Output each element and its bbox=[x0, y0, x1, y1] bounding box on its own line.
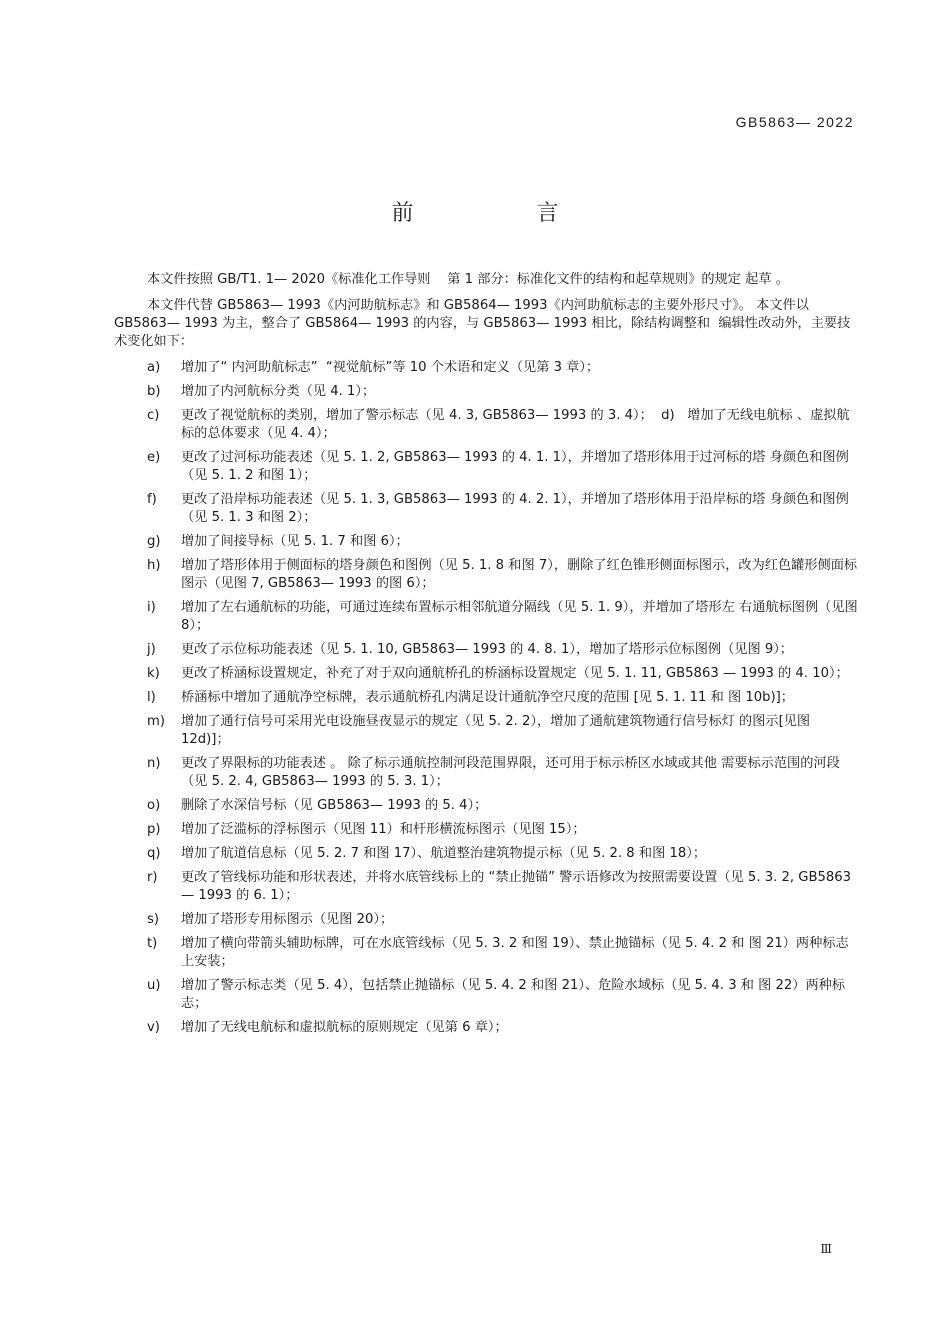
list-item bbox=[114, 533, 858, 551]
list-item-text: 增加了航道信息标（见 5. 2. 7 和图 17）、航道整治建筑物提示标（见 5. 2. 8 和图 18）； bbox=[181, 846, 707, 861]
list-item-label: k) bbox=[147, 666, 160, 681]
list-item-text: 增加了塔形体用于侧面标的塔身颜色和图例（见 5. 1. 8 和图 7），删除了红色锥形侧面标图示，改为红色罐形侧面标图示（见图 7, GB5863— 1993 的图 6）； bbox=[181, 558, 858, 591]
list-item-label: m) bbox=[147, 714, 165, 729]
change-list bbox=[114, 359, 862, 1037]
paragraph-basis: 本文件按照 GB/T1. 1— 2020《标准化工作导则 第 1 部分：标准化文件的结构和起草规则》的规定 起草 。 bbox=[147, 272, 789, 287]
list-item-text: 增加了塔形专用标图示（见图 20）； bbox=[181, 912, 394, 927]
list-item-label: n) bbox=[147, 756, 161, 771]
list-item-text: 增加了无线电航标和虚拟航标的原则规定（见第 6 章）； bbox=[181, 1020, 508, 1035]
list-item-label: c) bbox=[147, 408, 160, 423]
list-item-text: 增加了左右通航标的功能，可通过连续布置标示相邻航道分隔线（见 5. 1. 9），并增加了塔形左 右通航标图例（见图 8）； bbox=[181, 600, 862, 633]
list-item-label: t) bbox=[147, 936, 158, 951]
list-item bbox=[114, 797, 858, 815]
page-number: Ⅲ bbox=[820, 1242, 832, 1256]
list-item bbox=[114, 359, 858, 377]
list-item-label: p) bbox=[147, 822, 161, 837]
list-item-text: 增加了泛滥标的浮标图示（见图 11）和杆形横流标图示（见图 15）； bbox=[181, 822, 586, 837]
list-item-text: 更改了视觉航标的类别，增加了警示标志（见 4. 3, GB5863— 1993 的 3. 4）； d) 增加了无线电航标 、虚拟航标的总体要求（见 4. 4）； bbox=[181, 408, 850, 441]
list-item-text: 增加了“ 内河助航标志” “视觉航标”等 10 个术语和定义（见第 3 章）； bbox=[181, 360, 600, 375]
list-item-text: 更改了沿岸标功能表述（见 5. 1. 3, GB5863— 1993 的 4. 2. 1），并增加了塔形体用于沿岸标的塔 身颜色和图例（见 5. 1. 3 和图 2）； bbox=[181, 492, 849, 525]
list-item-label: r) bbox=[147, 870, 158, 885]
list-item bbox=[114, 449, 858, 485]
list-item bbox=[114, 977, 858, 1013]
list-item-label: l) bbox=[147, 690, 156, 705]
list-item-label: q) bbox=[147, 846, 161, 861]
list-item bbox=[114, 869, 858, 905]
list-item-text: 更改了桥涵标设置规定，补充了对于双向通航桥孔的桥涵标设置规定（见 5. 1. 11, GB5863 — 1993 的 4. 10）； bbox=[181, 666, 849, 681]
list-item-label: u) bbox=[147, 978, 161, 993]
list-item bbox=[114, 821, 858, 839]
list-item-text: 桥涵标中增加了通航净空标牌，表示通航桥孔内满足设计通航净空尺度的范围 [见 5. 1. 11 和 图 10b)]； bbox=[181, 690, 794, 705]
list-item-label: a) bbox=[147, 360, 161, 375]
foreword-body bbox=[114, 271, 862, 1043]
list-item-text: 删除了水深信号标（见 GB5863— 1993 的 5. 4）； bbox=[181, 798, 488, 813]
list-item-label: s) bbox=[147, 912, 160, 927]
list-item-label: b) bbox=[147, 384, 161, 399]
list-item bbox=[114, 557, 858, 593]
list-item bbox=[114, 1019, 858, 1037]
list-item-label: i) bbox=[147, 600, 156, 615]
list-item bbox=[114, 641, 858, 659]
standard-code: GB5863— 2022 bbox=[735, 114, 854, 130]
list-item bbox=[114, 935, 858, 971]
list-item-text: 增加了横向带箭头辅助标牌，可在水底管线标（见 5. 3. 2 和图 19）、禁止抛锚标（见 5. 4. 2 和 图 21）两种标志上安装； bbox=[181, 936, 849, 969]
list-item bbox=[114, 689, 858, 707]
list-item-text: 更改了示位标功能表述（见 5. 1. 10, GB5863— 1993 的 4. 8. 1），增加了塔形示位标图例（见图 9）； bbox=[181, 642, 793, 657]
list-item bbox=[114, 755, 858, 791]
list-item-label: f) bbox=[147, 492, 157, 507]
list-item-text: 更改了管线标功能和形状表述，并将水底管线标上的 “禁止抛锚” 警示语修改为按照需要设置（见 5. 3. 2, GB5863— 1993 的 6. 1）； bbox=[181, 870, 852, 903]
list-item bbox=[114, 845, 858, 863]
list-item bbox=[114, 713, 858, 749]
list-item bbox=[114, 911, 858, 929]
list-item bbox=[114, 491, 858, 527]
list-item-label: g) bbox=[147, 534, 161, 549]
list-item-label: j) bbox=[147, 642, 156, 657]
list-item-text: 更改了过河标功能表述（见 5. 1. 2, GB5863— 1993 的 4. 1. 1），并增加了塔形体用于过河标的塔 身颜色和图例（见 5. 1. 2 和图 1）； bbox=[181, 450, 849, 483]
list-item-text: 更改了界限标的功能表述 。 除了标示通航控制河段范围界限，还可用于标示桥区水域或其他 需要标示范围的河段（见 5. 2. 4, GB5863— 1993 的 5. 3. 1）； bbox=[181, 756, 840, 789]
list-item bbox=[114, 599, 862, 635]
list-item-text: 增加了警示标志类（见 5. 4），包括禁止抛锚标（见 5. 4. 2 和图 21）、危险水域标（见 5. 4. 3 和 图 22）两种标志； bbox=[181, 978, 846, 1011]
list-item-text: 增加了通行信号可采用光电设施昼夜显示的规定（见 5. 2. 2），增加了通航建筑物通行信号标灯 的图示[见图 12d)]； bbox=[181, 714, 815, 747]
list-item-text: 增加了间接导标（见 5. 1. 7 和图 6）； bbox=[181, 534, 409, 549]
list-item bbox=[114, 665, 858, 683]
list-item bbox=[114, 407, 858, 443]
list-item-label: v) bbox=[147, 1020, 160, 1035]
list-item-label: o) bbox=[147, 798, 161, 813]
paragraph-replacement: 本文件代替 GB5863— 1993《内河助航标志》和 GB5864— 1993《内河助航标志的主要外形尺寸》。 本文件以 GB5863— 1993 为主，整合了 GB5864— 1993 的内容，与 GB5863— 1993 相比，除结构调整和 编辑性改动外，主要技术变化如下： bbox=[114, 298, 851, 349]
list-item-label: h) bbox=[147, 558, 161, 573]
list-item bbox=[114, 383, 858, 401]
list-item-label: e) bbox=[147, 450, 161, 465]
list-item-text: 增加了内河航标分类（见 4. 1）； bbox=[181, 384, 376, 399]
page-title: 前 言 bbox=[391, 201, 617, 226]
